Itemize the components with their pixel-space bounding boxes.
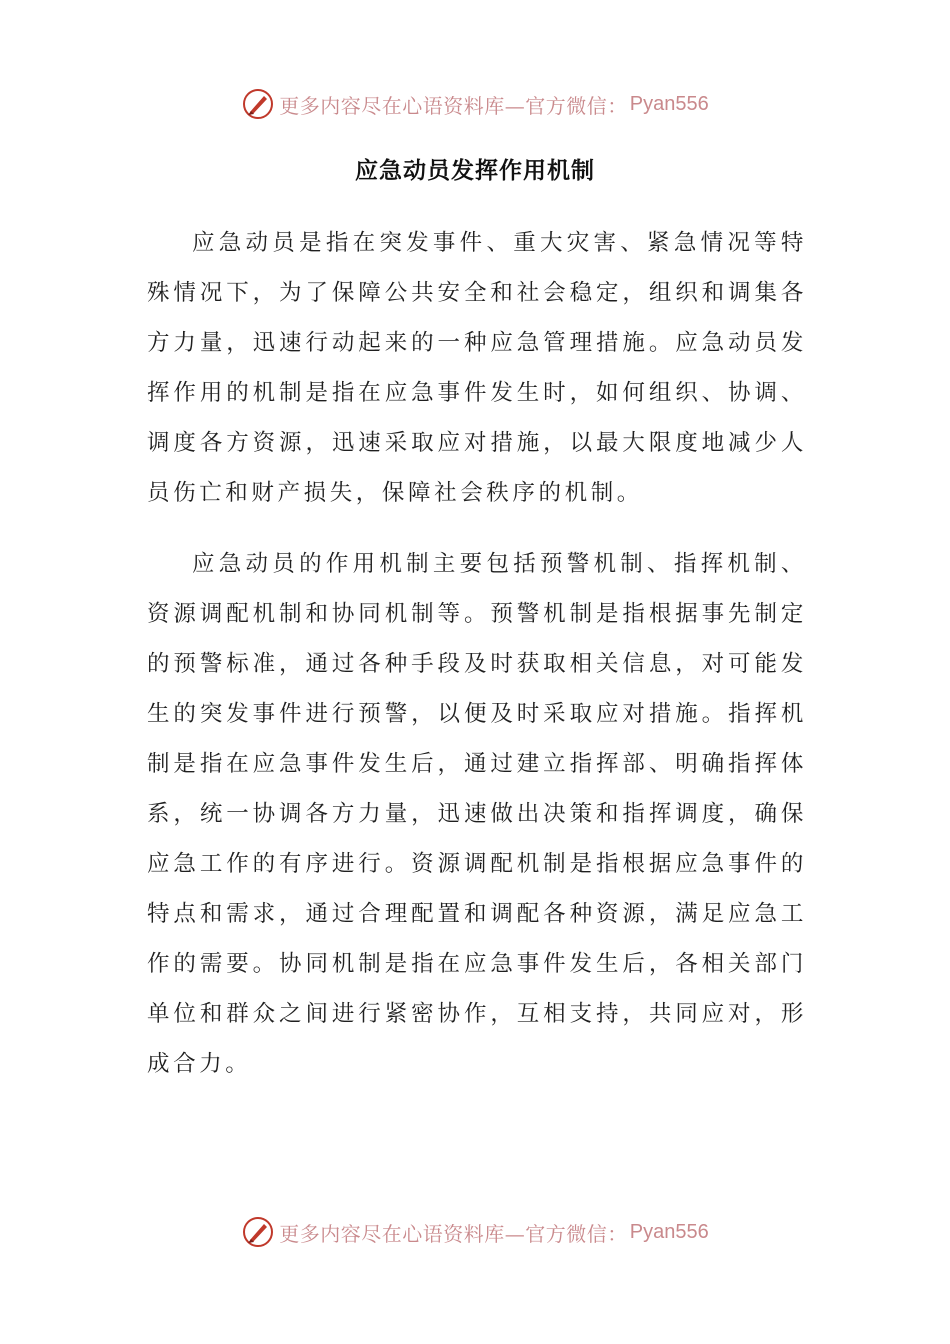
header-banner xyxy=(0,84,950,124)
quill-pen-logo-icon xyxy=(241,87,275,121)
quill-pen-logo-icon xyxy=(241,1215,275,1249)
footer-banner xyxy=(0,1212,950,1252)
paragraph-1: 应急动员是指在突发事件、重大灾害、紧急情况等特殊情况下，为了保障公共安全和社会稳定，组织和调集各方力量，迅速行动起来的一种应急管理措施。应急动员发挥作用的机制是指在应急事件发生时，如何组织、协调、调度各方资源，迅速采取应对措施，以最大限度地减少人员伤亡和财产损失，保障社会秩序的机制。 xyxy=(147,230,807,506)
banner-text: 更多内容尽在心语资料库—官方微信： xyxy=(279,93,628,118)
banner-text: 更多内容尽在心语资料库—官方微信： xyxy=(279,1221,628,1246)
wechat-id: Pyan556 xyxy=(629,1220,709,1243)
document-title: 应急动员发挥作用机制 xyxy=(355,158,595,184)
paragraph-2: 应急动员的作用机制主要包括预警机制、指挥机制、资源调配机制和协同机制等。预警机制是指根据事先制定的预警标准，通过各种手段及时获取相关信息，对可能发生的突发事件进行预警，以便及时采取应对措施。指挥机制是指在应急事件发生后，通过建立指挥部、明确指挥体系，统一协调各方力量，迅速做出决策和指挥调度，确保应急工作的有序进行。资源调配机制是指根据应急事件的特点和需求，通过合理配置和调配各种资源，满足应急工作的需要。协同机制是指在应急事件发生后，各相关部门单位和群众之间进行紧密协作，互相支持，共同应对，形成合力。 xyxy=(147,551,807,1077)
wechat-id: Pyan556 xyxy=(629,92,709,115)
